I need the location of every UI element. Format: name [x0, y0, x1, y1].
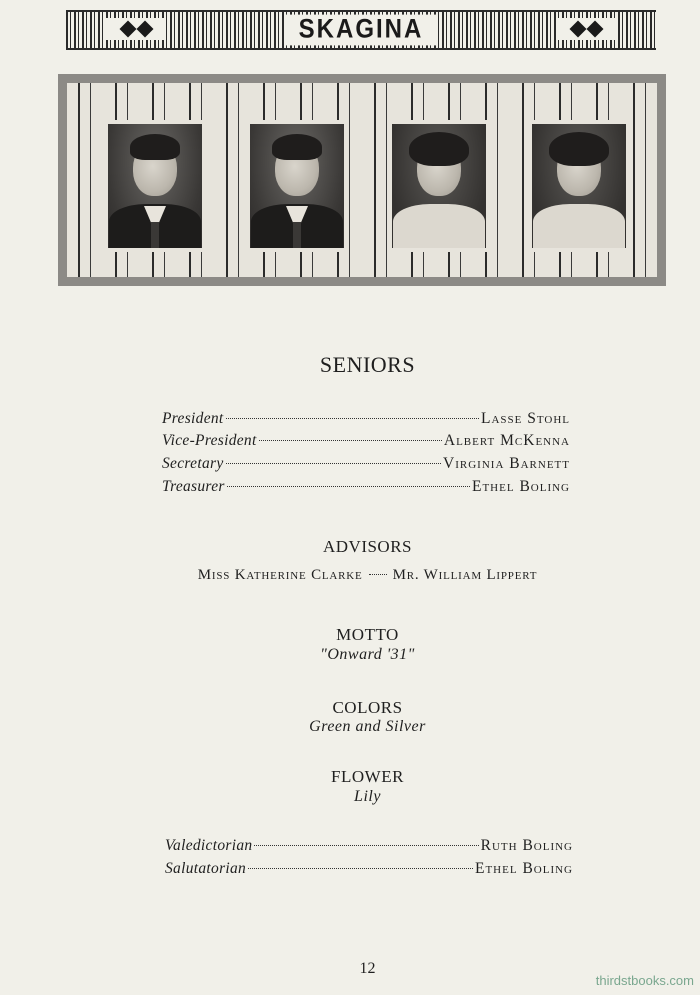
photo-image [392, 124, 486, 248]
portrait-secretary [388, 120, 490, 252]
watermark: thirdstbooks.com [595, 973, 694, 988]
officer-role: Secretary [162, 455, 224, 472]
dotted-leader [254, 845, 478, 846]
dotted-leader [259, 440, 442, 441]
portrait-treasurer [528, 120, 630, 252]
advisors-line [0, 567, 700, 584]
portrait-vice-president [246, 120, 348, 252]
motto-heading: MOTTO [336, 625, 399, 644]
banner-ornament-right [556, 18, 616, 40]
colors-heading: COLORS [332, 698, 403, 717]
officer-row [162, 409, 570, 429]
honor-role: Valedictorian [165, 837, 253, 854]
officer-name: Ethel Boling [472, 478, 570, 495]
photo-image [532, 124, 626, 248]
honor-name: Ruth Boling [480, 837, 573, 854]
officer-role: President [162, 410, 224, 427]
officer-role: Vice-President [162, 432, 257, 449]
motto-value: "Onward '31" [320, 646, 415, 663]
flower-value: Lily [354, 788, 381, 805]
dotted-leader [226, 418, 479, 419]
dotted-separator [369, 574, 387, 575]
officer-name: Virginia Barnett [443, 455, 570, 472]
page-number: 12 [359, 960, 376, 977]
dotted-leader [227, 486, 470, 487]
banner-title: SKAGINA [285, 15, 438, 46]
photo-image [108, 124, 202, 248]
officer-name: Albert McKenna [443, 432, 570, 449]
page-title: SENIORS [319, 352, 416, 377]
flower-heading: FLOWER [331, 767, 404, 786]
officer-row [162, 431, 570, 451]
portrait-president [104, 120, 206, 252]
honor-role: Salutatorian [165, 860, 247, 877]
honor-row [165, 859, 573, 879]
officer-row [162, 477, 570, 497]
photo-panel [58, 74, 666, 286]
honor-row [165, 836, 573, 856]
colors-value: Green and Silver [309, 718, 426, 735]
yearbook-banner [66, 10, 656, 50]
banner-ornament-left [106, 18, 166, 40]
officer-row [162, 454, 570, 474]
photo-image [250, 124, 344, 248]
honor-name: Ethel Boling [475, 860, 573, 877]
dotted-leader [226, 463, 442, 464]
advisor-name: Mr. William Lippert [392, 567, 538, 583]
advisor-name: Miss Katherine Clarke [197, 567, 363, 583]
birch-bark-background [67, 83, 657, 277]
officer-role: Treasurer [162, 478, 225, 495]
advisors-heading: ADVISORS [322, 537, 413, 556]
dotted-leader [248, 868, 473, 869]
officer-name: Lasse Stohl [481, 410, 570, 427]
